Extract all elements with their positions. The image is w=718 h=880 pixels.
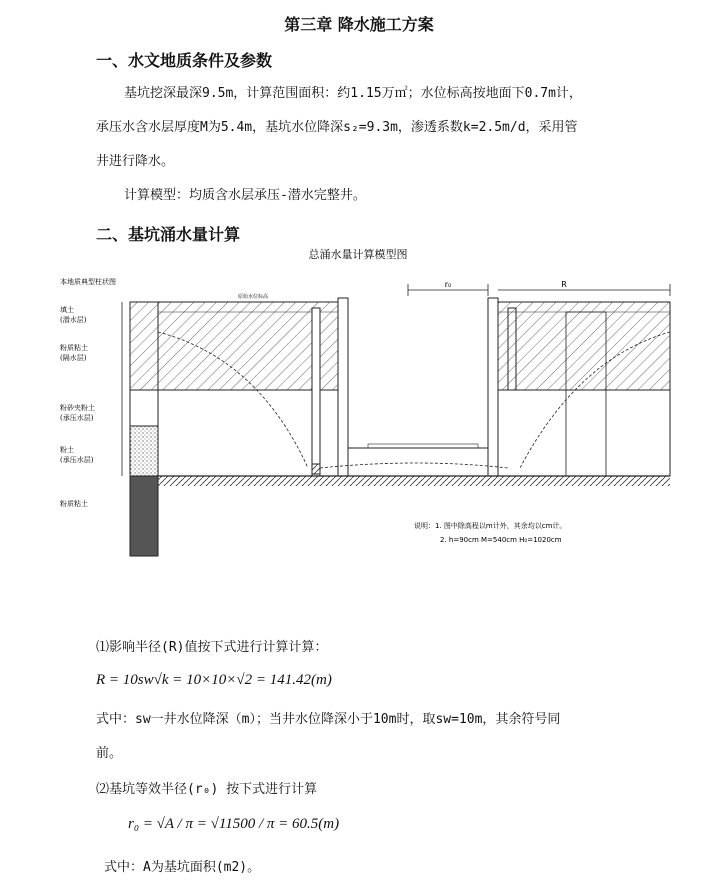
layer-5-name: 粉质粘土	[60, 500, 88, 508]
item2-title: ⑵基坑等效半径(r₀) 按下式进行计算	[96, 782, 318, 797]
layer-4-sub: (承压水层)	[60, 456, 94, 464]
item1-title: ⑴影响半径(R)值按下式进行计算计算：	[96, 640, 328, 655]
layer-3-sub: (承压水层)	[60, 414, 94, 422]
section1-heading: 一、水文地质条件及参数	[96, 51, 273, 70]
layer-2-name: 粉质粘土	[60, 344, 88, 352]
r0-label: r₀	[444, 280, 452, 289]
section2-heading: 二、基坑涌水量计算	[96, 225, 241, 244]
section1-para1-line3: 井进行降水。	[96, 154, 175, 169]
section1-para1-line2: 承压水含水层厚度M为5.4m，基坑水位降深s₂=9.3m，渗透系数k=2.5m/d，采用管	[96, 120, 578, 135]
formula-2: r₀ = √A / π = √11500 / π = 60.5(m)	[128, 816, 340, 832]
layer-3-name: 粉砂夹粉土	[60, 404, 95, 412]
R-label: R	[561, 280, 567, 289]
water-level-label: 原始水位标高	[238, 294, 269, 300]
section1-para2: 计算模型：均质含水层承压-潜水完整井。	[124, 188, 366, 203]
formula-1: R = 10sw√k = 10×10×√2 = 141.42(m)	[96, 672, 332, 688]
chapter-title: 第三章 降水施工方案	[284, 15, 434, 34]
borehole-label: 本地质典型柱状图	[60, 278, 116, 286]
layer-4-name: 粉土	[60, 446, 74, 454]
layer-2-sub: (隔水层)	[60, 354, 87, 362]
well-model-diagram	[58, 248, 678, 558]
layer-1-name: 填土	[60, 306, 74, 314]
section1-para1-line1: 基坑挖深最深9.5m，计算范围面积：约1.15万㎡；水位标高按地面下0.7m计，	[124, 86, 582, 101]
item1-note-line2: 前。	[96, 746, 123, 761]
diagram-title: 总涌水量计算模型图	[308, 248, 408, 261]
diagram-note-line2: 2. h=90cm M=540cm H₀=1020cm	[440, 536, 562, 544]
item1-note-line1: 式中：sw一井水位降深（m）；当井水位降深小于10m时，取sw=10m，其余符号同	[96, 712, 561, 727]
item2-note: 式中：A为基坑面积(m2)。	[104, 860, 261, 875]
layer-1-sub: (潜水层)	[60, 316, 87, 324]
diagram-note-line1: 说明：1. 图中除高程以m计外，其余均以cm计。	[414, 522, 567, 530]
